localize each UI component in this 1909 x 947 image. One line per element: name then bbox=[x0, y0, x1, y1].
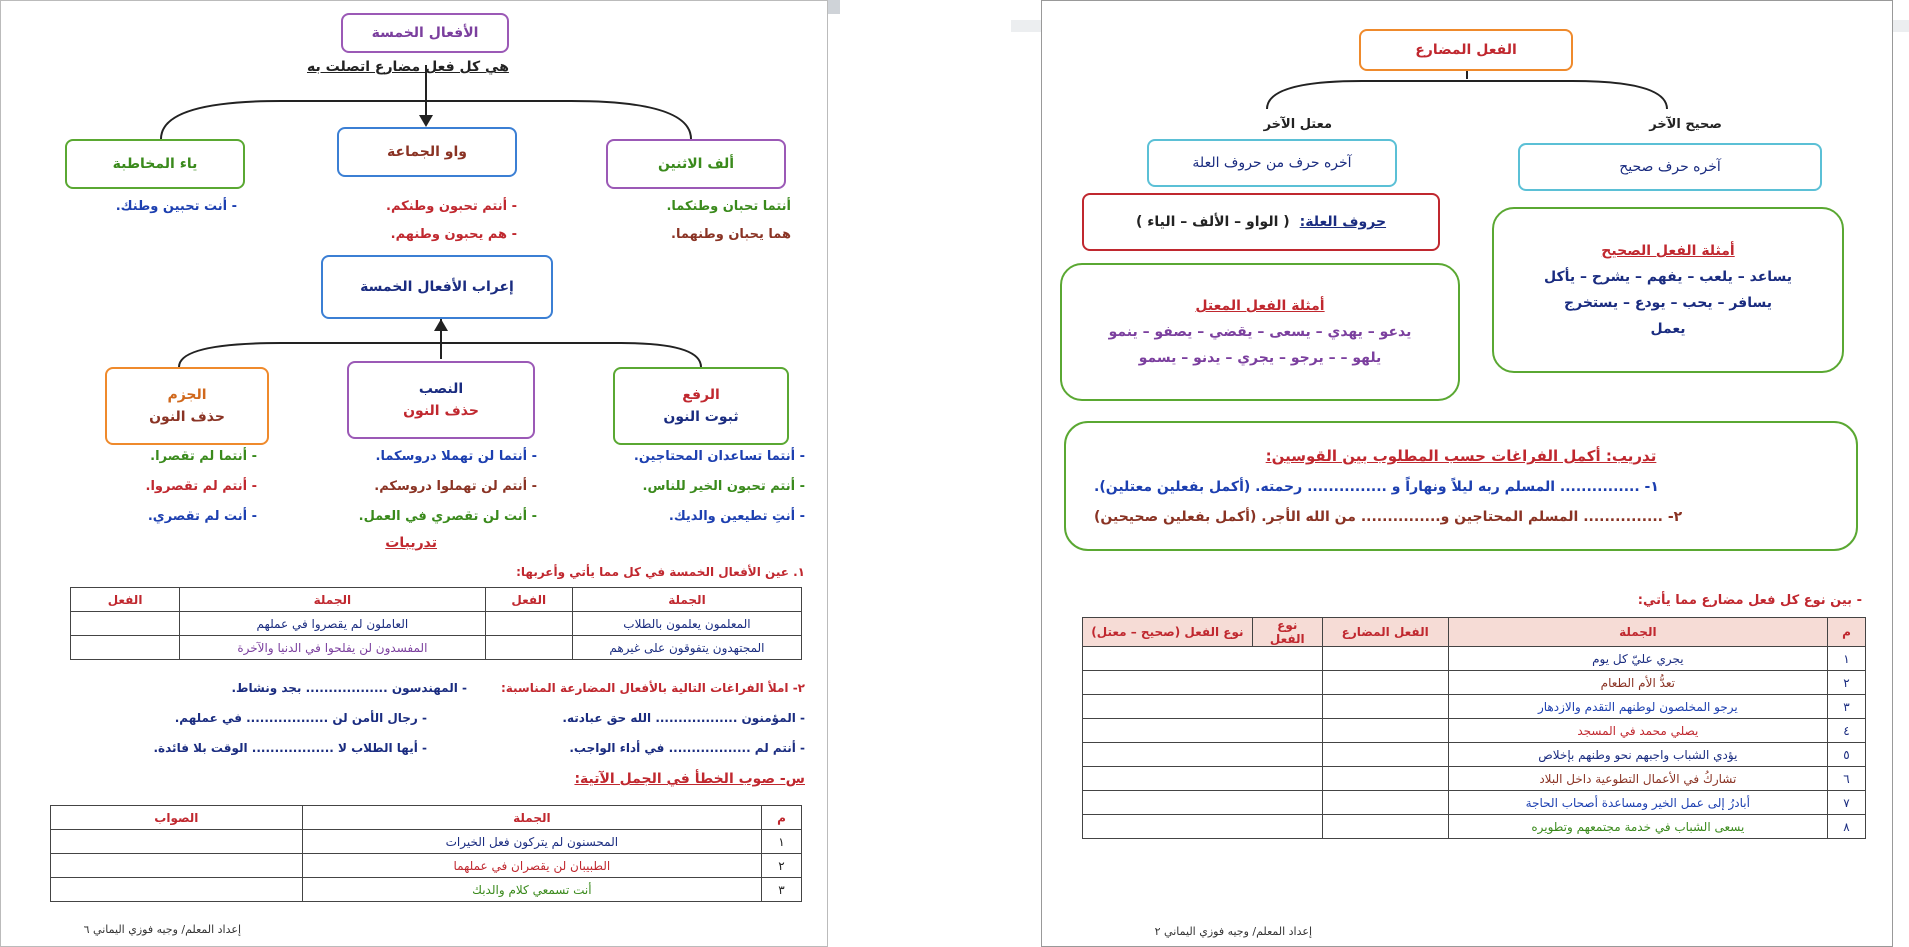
table-header: نوع الفعل bbox=[1252, 618, 1322, 647]
case-box-nasb bbox=[347, 361, 535, 439]
example-text: يساعد – يلعب – يفهم – يشرح – يأكل bbox=[1543, 269, 1793, 285]
table-row bbox=[1083, 815, 1866, 839]
sahih-definition-box bbox=[1518, 143, 1822, 191]
exercise-2-title: ٢- املأ الفراغات التالية بالأفعال المضارعة المناسبة: bbox=[500, 681, 805, 695]
exercise-1-title: ١. عين الأفعال الخمسة في كل مما يأتي وأعربها: bbox=[516, 565, 805, 579]
row-number: ٢ bbox=[762, 854, 802, 878]
answer-cell[interactable] bbox=[1083, 743, 1323, 767]
case-box-jazm bbox=[105, 367, 269, 445]
row-number: ٥ bbox=[1828, 743, 1866, 767]
page-edge-shadow bbox=[828, 0, 840, 14]
page-footer: إعداد المعلم/ وجيه فوزي اليماني ٢ bbox=[1154, 925, 1312, 938]
answer-cell[interactable] bbox=[485, 636, 572, 660]
example-text: يعمل bbox=[1650, 321, 1686, 337]
example-text: يدعو – يهدي – يسعى – يقضي – يصفو – ينمو bbox=[1108, 324, 1412, 340]
drill-box bbox=[1064, 421, 1858, 551]
answer-cell[interactable] bbox=[51, 830, 303, 854]
drill-title: تدريب: أكمل الفراغات حسب المطلوب بين القوسين: bbox=[1265, 447, 1657, 465]
exercise-3-table bbox=[50, 805, 802, 902]
table-header: الفعل المضارع bbox=[1322, 618, 1448, 647]
irab-title: إعراب الأفعال الخمسة bbox=[360, 279, 514, 295]
answer-cell[interactable] bbox=[71, 636, 180, 660]
example-text: - أنتم تحبون الخير للناس. bbox=[642, 479, 805, 494]
mutal-examples-box bbox=[1060, 263, 1460, 401]
fill-line: - أيها الطلاب لا .................. الوقت بلا فائدة. bbox=[153, 741, 427, 755]
example-text: - أنت لن تقصري في العمل. bbox=[358, 509, 537, 524]
page-title: الأفعال الخمسة bbox=[371, 25, 479, 41]
example-text: - أنتِ تطيعين والديك. bbox=[668, 509, 805, 524]
answer-cell[interactable] bbox=[1322, 647, 1448, 671]
table-row bbox=[1083, 647, 1866, 671]
table-row bbox=[1083, 719, 1866, 743]
sahih-examples-box bbox=[1492, 207, 1844, 373]
answer-cell[interactable] bbox=[51, 878, 303, 902]
type-label: ألف الاثنين bbox=[657, 156, 735, 172]
examples-title: أمثلة الفعل المعتل bbox=[1195, 298, 1325, 314]
type-box-waw bbox=[337, 127, 517, 177]
fill-line: - أنتم لم .................. في أداء الواجب. bbox=[569, 741, 805, 755]
example-text: - أنتما تساعدان المحتاجين. bbox=[633, 449, 805, 464]
table-row bbox=[51, 854, 802, 878]
answer-cell[interactable] bbox=[1083, 671, 1323, 695]
case-rule: حذف النون bbox=[403, 403, 479, 419]
row-number: ٦ bbox=[1828, 767, 1866, 791]
table-row bbox=[51, 878, 802, 902]
answer-cell[interactable] bbox=[1083, 815, 1323, 839]
row-number: ٣ bbox=[1828, 695, 1866, 719]
table-header: الفعل bbox=[485, 588, 572, 612]
sahih-label: صحيح الآخر bbox=[1649, 117, 1722, 132]
row-number: ٧ bbox=[1828, 791, 1866, 815]
example-text: - أنتما لم تقصرا. bbox=[150, 449, 257, 464]
type-label: واو الجماعة bbox=[387, 144, 467, 160]
case-rule: حذف النون bbox=[149, 409, 225, 425]
table-cell: تشاركُ في الأعمال التطوعية داخل البلاد bbox=[1448, 767, 1827, 791]
table-cell: المجتهدون يتفوقون على غيرهم bbox=[572, 636, 801, 660]
mutal-definition: آخره حرف من حروف العلة bbox=[1192, 155, 1352, 171]
table-cell: أنت تسمعي كلام والدبك bbox=[302, 878, 761, 902]
exercises-title: تدريبات bbox=[385, 535, 437, 551]
fill-line: - المؤمنون .................. الله حق عبادته. bbox=[562, 711, 805, 725]
answer-cell[interactable] bbox=[1083, 767, 1323, 791]
table-cell: أبادرُ إلى عمل الخير ومساعدة أصحاب الحاجة bbox=[1448, 791, 1827, 815]
table-title: - بين نوع كل فعل مضارع مما يأتي: bbox=[1637, 593, 1862, 608]
answer-cell[interactable] bbox=[1083, 695, 1323, 719]
example-text: - أنت تحبين وطنك. bbox=[115, 199, 237, 214]
answer-cell[interactable] bbox=[1322, 695, 1448, 719]
case-name: النصب bbox=[418, 381, 464, 397]
fill-line: - رجال الأمن لن .................. في عملهم. bbox=[174, 711, 427, 725]
table-header: الجملة bbox=[572, 588, 801, 612]
answer-cell[interactable] bbox=[51, 854, 303, 878]
answer-cell[interactable] bbox=[1083, 719, 1323, 743]
table-row bbox=[51, 830, 802, 854]
table-cell: المفسدون لن يفلحوا في الدنيا والآخرة bbox=[180, 636, 485, 660]
table-cell: الطبيبان لن يقصران في عملهما bbox=[302, 854, 761, 878]
title-box bbox=[1359, 29, 1573, 71]
table-header: الجملة bbox=[302, 806, 761, 830]
table-header: الجملة bbox=[180, 588, 485, 612]
table-header: الجملة bbox=[1448, 618, 1827, 647]
table-cell: العاملون لم يقصروا في عملهم bbox=[180, 612, 485, 636]
table-cell: المحسنون لم يتركون فعل الخيرات bbox=[302, 830, 761, 854]
example-text: - أنتما لن تهملا دروسكما. bbox=[375, 449, 537, 464]
answer-cell[interactable] bbox=[1322, 671, 1448, 695]
row-number: ٨ bbox=[1828, 815, 1866, 839]
case-name: الرفع bbox=[682, 387, 720, 403]
type-box-alef bbox=[606, 139, 786, 189]
example-text: - أنتم تحبون وطنكم. bbox=[386, 199, 517, 214]
illa-letters-box bbox=[1082, 193, 1440, 251]
answer-cell[interactable] bbox=[1322, 743, 1448, 767]
answer-cell[interactable] bbox=[1083, 791, 1323, 815]
answer-cell[interactable] bbox=[1322, 767, 1448, 791]
illa-value: ( الواو – الألف – الياء ) bbox=[1135, 214, 1290, 230]
case-box-raf bbox=[613, 367, 789, 445]
table-row bbox=[1083, 671, 1866, 695]
answer-cell[interactable] bbox=[1322, 791, 1448, 815]
answer-cell[interactable] bbox=[71, 612, 180, 636]
example-text: - أنت لم تقصري. bbox=[147, 509, 257, 524]
example-text: يسافر – يحب – يودع – يستخرج bbox=[1564, 295, 1772, 311]
definition-text: هي كل فعل مضارع اتصلت به bbox=[307, 59, 509, 75]
table-header: م bbox=[762, 806, 802, 830]
illa-label: حروف العلة: bbox=[1299, 214, 1387, 230]
sahih-definition: آخره حرف صحيح bbox=[1619, 159, 1721, 175]
answer-cell[interactable] bbox=[1083, 647, 1323, 671]
page-title: الفعل المضارع bbox=[1415, 42, 1517, 58]
table-header: نوع الفعل (صحيح – معتل) bbox=[1083, 618, 1253, 647]
worksheet-page-left bbox=[0, 0, 828, 947]
example-text: أنتما تحبان وطنكما. bbox=[666, 199, 791, 214]
table-row bbox=[71, 636, 802, 660]
table-cell: تعدُّ الأم الطعام bbox=[1448, 671, 1827, 695]
example-text: - هم يحبون وطنهم. bbox=[390, 227, 517, 242]
drill-line: ٢- ............... المسلم المحتاجين و............... من الله الأجر. (أكمل بفعلين صحيحين) bbox=[1094, 509, 1683, 525]
table-cell: يصلي محمد في المسجد bbox=[1448, 719, 1827, 743]
example-text: هما يحبان وطنهما. bbox=[671, 227, 791, 242]
table-cell: المعلمون يعلمون بالطلاب bbox=[572, 612, 801, 636]
mutal-definition-box bbox=[1147, 139, 1397, 187]
exercise-1-table bbox=[70, 587, 802, 660]
title-box bbox=[341, 13, 509, 53]
type-box-yaa bbox=[65, 139, 245, 189]
irab-box bbox=[321, 255, 553, 319]
example-text: يلهو – – يرجو – يجري – يدنو – يسمو bbox=[1138, 350, 1382, 366]
case-name: الجزم bbox=[167, 387, 207, 403]
answer-cell[interactable] bbox=[1322, 719, 1448, 743]
fill-line: - المهندسون .................. بجد ونشاط. bbox=[231, 681, 467, 695]
answer-cell[interactable] bbox=[1322, 815, 1448, 839]
table-row bbox=[71, 612, 802, 636]
table-cell: يسعى الشباب في خدمة مجتمعهم وتطويره bbox=[1448, 815, 1827, 839]
table-row bbox=[1083, 695, 1866, 719]
row-number: ١ bbox=[762, 830, 802, 854]
examples-title: أمثلة الفعل الصحيح bbox=[1601, 243, 1735, 259]
table-row bbox=[1083, 743, 1866, 767]
exercise-3-title: س- صوب الخطأ في الجمل الآتية: bbox=[574, 771, 805, 787]
drill-line: ١- ............... المسلم ربه ليلاً ونهاراً و ............... رحمته. (أكمل بفعلين معتلين). bbox=[1094, 479, 1659, 495]
answer-cell[interactable] bbox=[485, 612, 572, 636]
table-row bbox=[1083, 791, 1866, 815]
example-text: - أنتم لم تقصروا. bbox=[145, 479, 257, 494]
row-number: ٢ bbox=[1828, 671, 1866, 695]
table-cell: يرجو المخلصون لوطنهم التقدم والازدهار bbox=[1448, 695, 1827, 719]
table-row bbox=[1083, 767, 1866, 791]
row-number: ٤ bbox=[1828, 719, 1866, 743]
table-header: م bbox=[1828, 618, 1866, 647]
verb-type-table bbox=[1082, 617, 1866, 839]
worksheet-page-right bbox=[1041, 0, 1893, 947]
table-cell: يؤدي الشباب واجبهم نحو وطنهم بإخلاص bbox=[1448, 743, 1827, 767]
case-rule: ثبوت النون bbox=[663, 409, 739, 425]
table-header: الفعل bbox=[71, 588, 180, 612]
row-number: ١ bbox=[1828, 647, 1866, 671]
table-header: الصواب bbox=[51, 806, 303, 830]
example-text: - أنتم لن تهملوا دروسكم. bbox=[374, 479, 537, 494]
mutal-label: معتل الآخر bbox=[1263, 117, 1332, 132]
table-cell: يجري عليّ كل يوم bbox=[1448, 647, 1827, 671]
type-label: ياء المخاطبة bbox=[112, 156, 198, 172]
page-footer: إعداد المعلم/ وجيه فوزي اليماني ٦ bbox=[83, 923, 241, 936]
row-number: ٣ bbox=[762, 878, 802, 902]
